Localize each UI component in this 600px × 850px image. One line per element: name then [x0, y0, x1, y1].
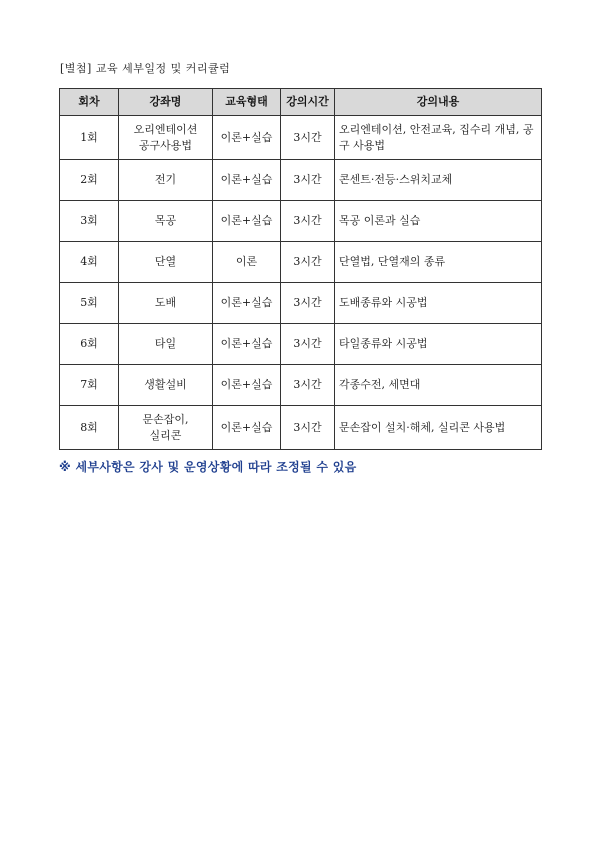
cell-hours: 3시간	[281, 324, 335, 365]
cell-format: 이론+실습	[213, 116, 281, 160]
cell-hours: 3시간	[281, 365, 335, 406]
table-row	[60, 242, 542, 283]
cell-course: 도배	[119, 283, 213, 324]
cell-session: 1회	[60, 116, 119, 160]
cell-session: 5회	[60, 283, 119, 324]
cell-content: 문손잡이 설치·해체, 실리콘 사용법	[335, 406, 542, 450]
curriculum-table	[59, 88, 542, 450]
cell-course: 오리엔테이션 공구사용법	[119, 116, 213, 160]
cell-format: 이론+실습	[213, 160, 281, 201]
cell-content: 오리엔테이션, 안전교육, 집수리 개념, 공구 사용법	[335, 116, 542, 160]
cell-hours: 3시간	[281, 406, 335, 450]
cell-course: 단열	[119, 242, 213, 283]
header-hours: 강의시간	[281, 89, 335, 116]
table-row	[60, 116, 542, 160]
cell-format: 이론+실습	[213, 283, 281, 324]
cell-course: 목공	[119, 201, 213, 242]
cell-session: 8회	[60, 406, 119, 450]
adjustment-note: ※ 세부사항은 강사 및 운영상황에 따라 조정될 수 있음	[59, 460, 357, 474]
attachment-caption: [별첨] 교육 세부일정 및 커리큘럼	[60, 62, 231, 75]
cell-format: 이론+실습	[213, 201, 281, 242]
header-content: 강의내용	[335, 89, 542, 116]
table-row	[60, 365, 542, 406]
cell-session: 6회	[60, 324, 119, 365]
cell-session: 3회	[60, 201, 119, 242]
cell-course: 생활설비	[119, 365, 213, 406]
cell-hours: 3시간	[281, 160, 335, 201]
cell-session: 7회	[60, 365, 119, 406]
cell-session: 4회	[60, 242, 119, 283]
cell-format: 이론+실습	[213, 324, 281, 365]
cell-session: 2회	[60, 160, 119, 201]
table-row	[60, 324, 542, 365]
cell-content: 각종수전, 세면대	[335, 365, 542, 406]
cell-hours: 3시간	[281, 242, 335, 283]
table-row	[60, 160, 542, 201]
cell-content: 목공 이론과 실습	[335, 201, 542, 242]
cell-format: 이론	[213, 242, 281, 283]
cell-hours: 3시간	[281, 201, 335, 242]
table-body	[60, 116, 542, 450]
table-row	[60, 201, 542, 242]
cell-content: 도배종류와 시공법	[335, 283, 542, 324]
table-header-row	[60, 89, 542, 116]
cell-course: 타일	[119, 324, 213, 365]
cell-hours: 3시간	[281, 283, 335, 324]
cell-format: 이론+실습	[213, 406, 281, 450]
cell-content: 단열법, 단열재의 종류	[335, 242, 542, 283]
cell-course: 문손잡이, 실리콘	[119, 406, 213, 450]
cell-format: 이론+실습	[213, 365, 281, 406]
cell-content: 콘센트·전등·스위치교체	[335, 160, 542, 201]
cell-course: 전기	[119, 160, 213, 201]
cell-hours: 3시간	[281, 116, 335, 160]
header-session: 회차	[60, 89, 119, 116]
table-row	[60, 283, 542, 324]
cell-content: 타일종류와 시공법	[335, 324, 542, 365]
table-row	[60, 406, 542, 450]
header-course: 강좌명	[119, 89, 213, 116]
header-format: 교육형태	[213, 89, 281, 116]
